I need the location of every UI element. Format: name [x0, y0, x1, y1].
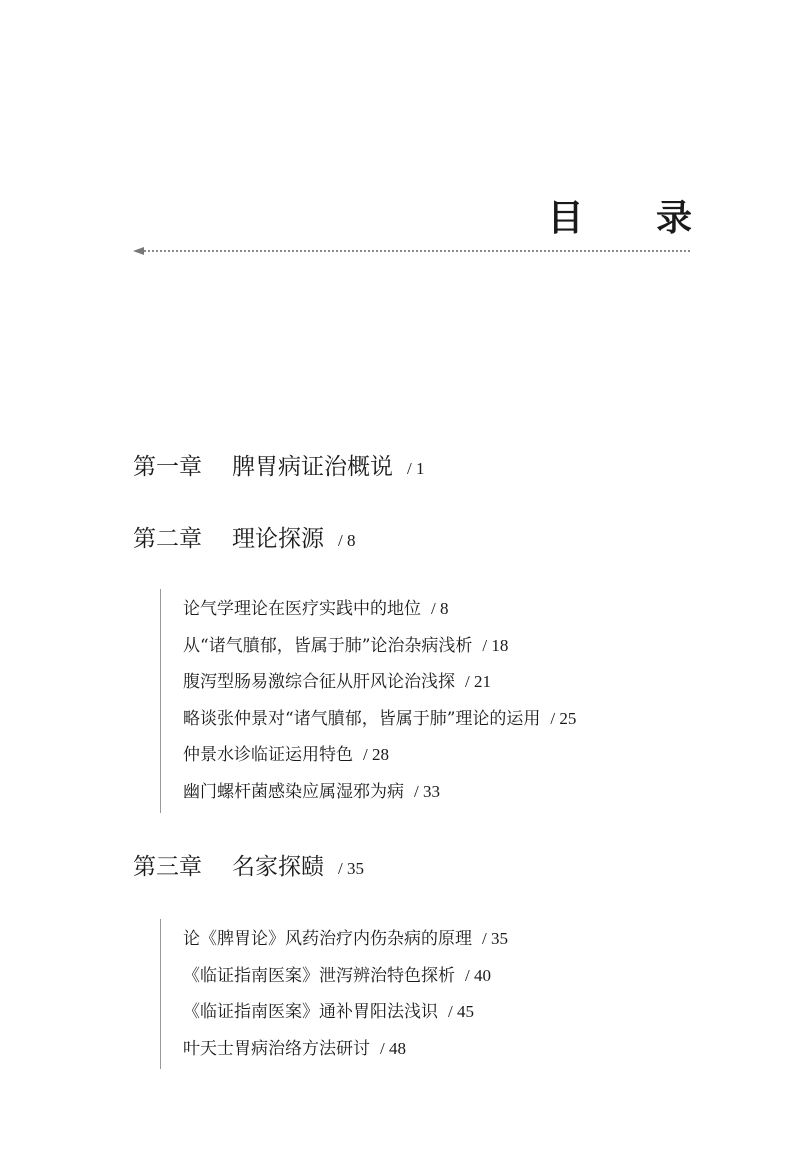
section-title: 叶天士胃病治络方法研讨 [183, 1038, 370, 1059]
section-page-number: / 40 [465, 965, 491, 985]
section-title: 略谈张仲景对“诸气膹郁，皆属于肺”理论的运用 [183, 708, 541, 729]
section-entry[interactable] [183, 591, 576, 628]
section-entry[interactable] [183, 994, 508, 1031]
section-page-number: / 33 [414, 781, 440, 801]
toc-heading: 目 录 [547, 197, 722, 239]
chapter-2-entry[interactable] [133, 524, 355, 556]
section-title: 仲景水诊临证运用特色 [183, 745, 353, 766]
section-title: 腹泻型肠易激综合征从肝风论治浅探 [183, 672, 455, 693]
chapter-title: 名家探赜 [232, 854, 324, 880]
chapter-1-entry[interactable] [133, 452, 424, 484]
section-entry[interactable] [183, 774, 576, 811]
section-page-number: / 21 [465, 672, 491, 692]
chapter-title: 脾胃病证治概说 [232, 454, 393, 480]
section-entry[interactable] [183, 921, 508, 958]
chapter-title: 理论探源 [232, 526, 324, 552]
section-entry[interactable] [183, 958, 508, 995]
chapter-number: 第三章 [133, 854, 202, 880]
section-title: 从“诸气膹郁，皆属于肺”论治杂病浅析 [183, 635, 473, 656]
section-page-number: / 35 [482, 929, 508, 948]
section-title: 幽门螺杆菌感染应属湿邪为病 [183, 781, 404, 802]
chapter-3-section-list [160, 919, 508, 1069]
chapter-page-number: / 1 [407, 459, 425, 478]
title-dotted-rule [133, 247, 690, 255]
section-page-number: / 8 [431, 599, 449, 618]
section-title: 论《脾胃论》风药治疗内伤杂病的原理 [183, 929, 472, 949]
section-page-number: / 48 [380, 1038, 406, 1058]
section-entry[interactable] [183, 701, 576, 738]
chapter-page-number: / 35 [338, 859, 364, 878]
section-page-number: / 18 [482, 635, 509, 655]
chapter-page-number: / 8 [338, 531, 356, 550]
chapter-2-section-list [160, 589, 576, 813]
section-title: 《临证指南医案》通补胃阳法浅识 [183, 1002, 438, 1023]
section-entry[interactable] [183, 664, 576, 701]
section-entry[interactable] [183, 628, 576, 665]
chapter-3-entry[interactable] [133, 852, 364, 884]
section-page-number: / 45 [448, 1002, 474, 1022]
arrow-left-icon [133, 247, 144, 255]
section-entry[interactable] [183, 1031, 508, 1068]
section-title: 论气学理论在医疗实践中的地位 [183, 599, 421, 619]
chapter-number: 第一章 [133, 454, 202, 480]
chapter-number: 第二章 [133, 526, 202, 552]
section-page-number: / 28 [363, 745, 389, 765]
section-page-number: / 25 [550, 708, 577, 728]
dotted-line [144, 250, 690, 252]
section-title: 《临证指南医案》泄泻辨治特色探析 [183, 965, 455, 986]
section-entry[interactable] [183, 737, 576, 774]
